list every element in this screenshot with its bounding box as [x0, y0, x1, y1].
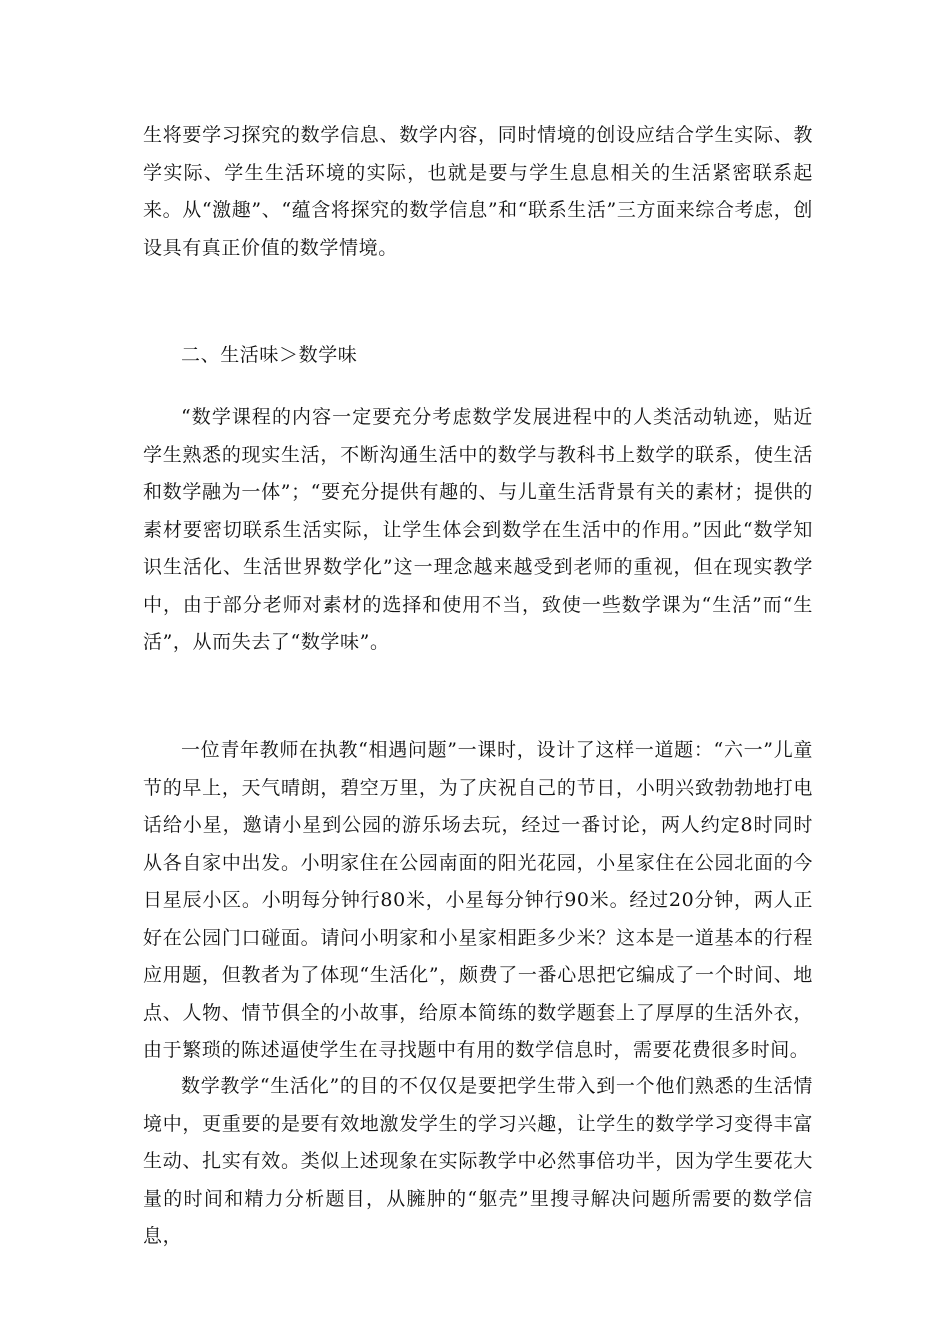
paragraph-teaching-purpose: 数学教学“生活化”的目的不仅仅是要把学生带入到一个他们熟悉的生活情境中，更重要的是要有效地激发学生的学习兴趣，让学生的数学学习变得丰富生动、扎实有效。类似上述现象在实际教学中必然事倍功半，因为学生要花大量的时间和精力分析题目，从臃肿的“躯壳”里搜寻解决问题所需要的数学信息，	[143, 1075, 813, 1247]
paragraph-continuation: 生将要学习探究的数学信息、数学内容，同时情境的创设应结合学生实际、教学实际、学生生活环境的实际，也就是要与学生息息相关的生活紧密联系起来。从“激趣”、“蕴含将探究的数学信息”和“联系生活”三方面来综合考虑，创设具有真正价值的数学情境。	[143, 124, 813, 259]
paragraph-curriculum-quote: “数学课程的内容一定要充分考虑数学发展进程中的人类活动轨迹，贴近学生熟悉的现实生活，不断沟通生活中的数学与教科书上数学的联系，使生活和数学融为一体”；“要充分提供有趣的、与儿童生活背景有关的素材；提供的素材要密切联系生活实际，让学生体会到数学在生活中的作用。”因此“数学知识生活化、生活世界数学化”这一理念越来越受到老师的重视，但在现实教学中，由于部分老师对素材的选择和使用不当，致使一些数学课为“生活”而“生活”，从而失去了“数学味”。	[143, 406, 813, 653]
section-heading: 二、生活味＞数学味	[181, 344, 358, 366]
paragraph-teacher-example: 一位青年教师在执教“相遇问题”一课时，设计了这样一道题：“六一”儿童节的早上，天气晴朗，碧空万里，为了庆祝自己的节日，小明兴致勃勃地打电话给小星，邀请小星到公园的游乐场去玩，经过一番讨论，两人约定8时同时从各自家中出发。小明家住在公园南面的阳光花园，小星家住在公园北面的今日星辰小区。小明每分钟行80米，小星每分钟行90米。经过20分钟，两人正好在公园门口碰面。请问小明家和小星家相距多少米？这本是一道基本的行程应用题，但教者为了体现“生活化”，颇费了一番心思把它编成了一个时间、地点、人物、情节俱全的小故事，给原本简练的数学题套上了厚厚的生活外衣，由于繁琐的陈述逼使学生在寻找题中有用的数学信息时，需要花费很多时间。	[143, 739, 813, 1061]
